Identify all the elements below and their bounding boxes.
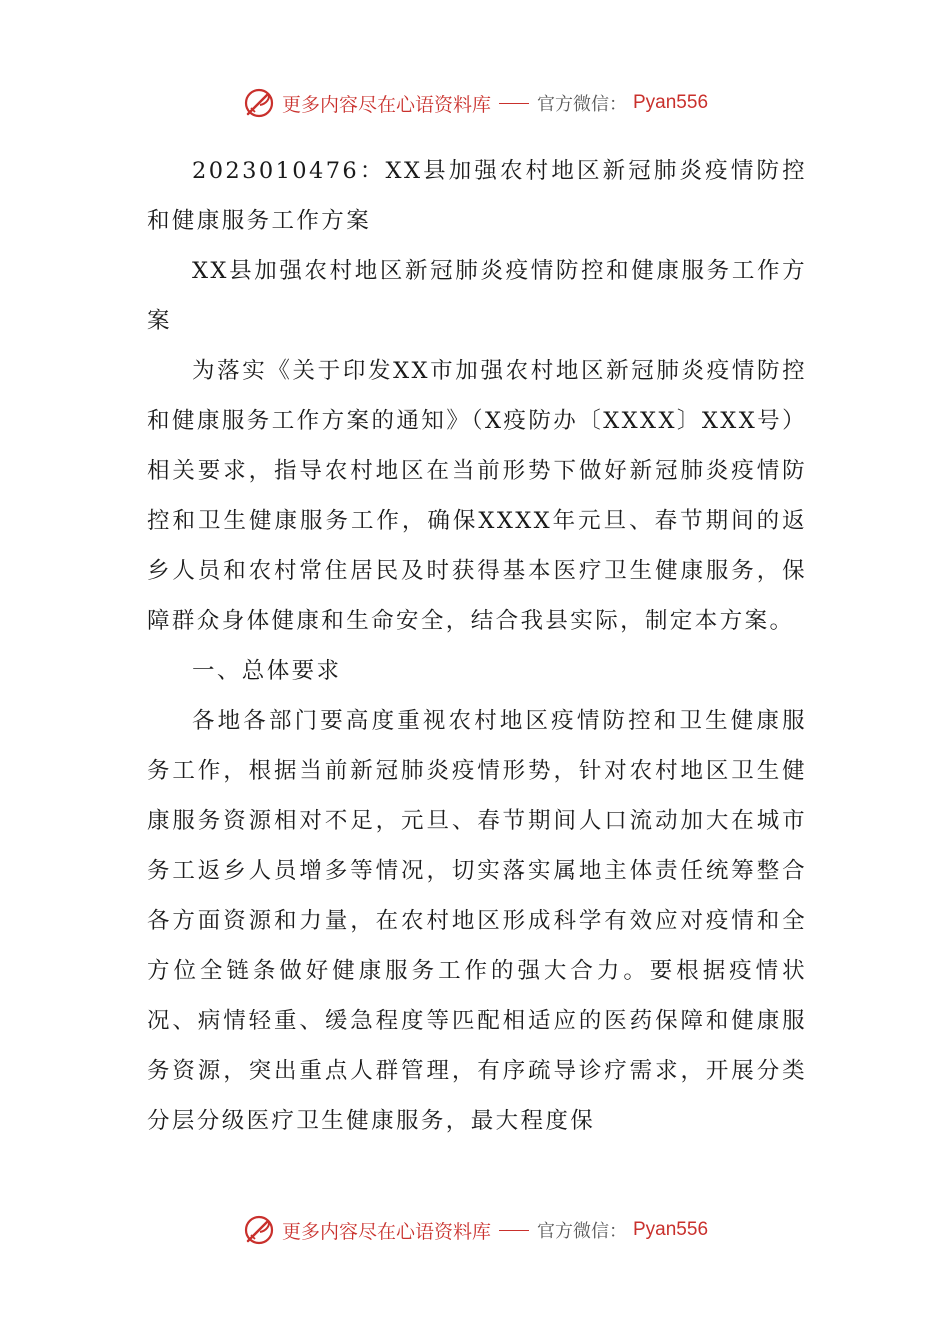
document-body <box>147 146 807 1146</box>
document-title: 2023010476：XX县加强农村地区新冠肺炎疫情防控和健康服务工作方案 <box>147 158 807 234</box>
document-subtitle: XX县加强农村地区新冠肺炎疫情防控和健康服务工作方案 <box>147 258 807 334</box>
quill-logo-icon <box>242 86 276 120</box>
footer-watermark-banner <box>0 1210 950 1250</box>
banner-divider <box>499 103 529 104</box>
banner-wechat-id: Pyan556 <box>633 1219 709 1240</box>
section-heading: 一、总体要求 <box>192 658 342 684</box>
quill-logo-icon <box>242 1213 276 1247</box>
banner-text: 更多内容尽在心语资料库 <box>281 1220 491 1243</box>
banner-divider <box>499 1230 529 1231</box>
section-paragraph: 各地各部门要高度重视农村地区疫情防控和卫生健康服务工作，根据当前新冠肺炎疫情形势，针对农村地区卫生健康服务资源相对不足，元旦、春节期间人口流动加大在城市务工返乡人员增多等情况，切实落实属地主体责任统筹整合各方面资源和力量，在农村地区形成科学有效应对疫情和全方位全链条做好健康服务工作的强大合力。要根据疫情状况、病情轻重、缓急程度等匹配相适应的医药保障和健康服务资源，突出重点人群管理，有序疏导诊疗需求，开展分类分层分级医疗卫生健康服务，最大程度保 <box>147 708 807 1134</box>
header-watermark-banner <box>0 83 950 123</box>
banner-wechat-label: 官方微信： <box>537 94 627 115</box>
banner-wechat-label: 官方微信： <box>537 1221 627 1242</box>
intro-paragraph: 为落实《关于印发XX市加强农村地区新冠肺炎疫情防控和健康服务工作方案的通知》（X疫防办〔XXXX〕XXX号）相关要求，指导农村地区在当前形势下做好新冠肺炎疫情防控和卫生健康服务工作，确保XXXX年元旦、春节期间的返乡人员和农村常住居民及时获得基本医疗卫生健康服务，保障群众身体健康和生命安全，结合我县实际，制定本方案。 <box>147 358 807 634</box>
banner-wechat-id: Pyan556 <box>633 92 709 113</box>
banner-text: 更多内容尽在心语资料库 <box>281 93 491 116</box>
